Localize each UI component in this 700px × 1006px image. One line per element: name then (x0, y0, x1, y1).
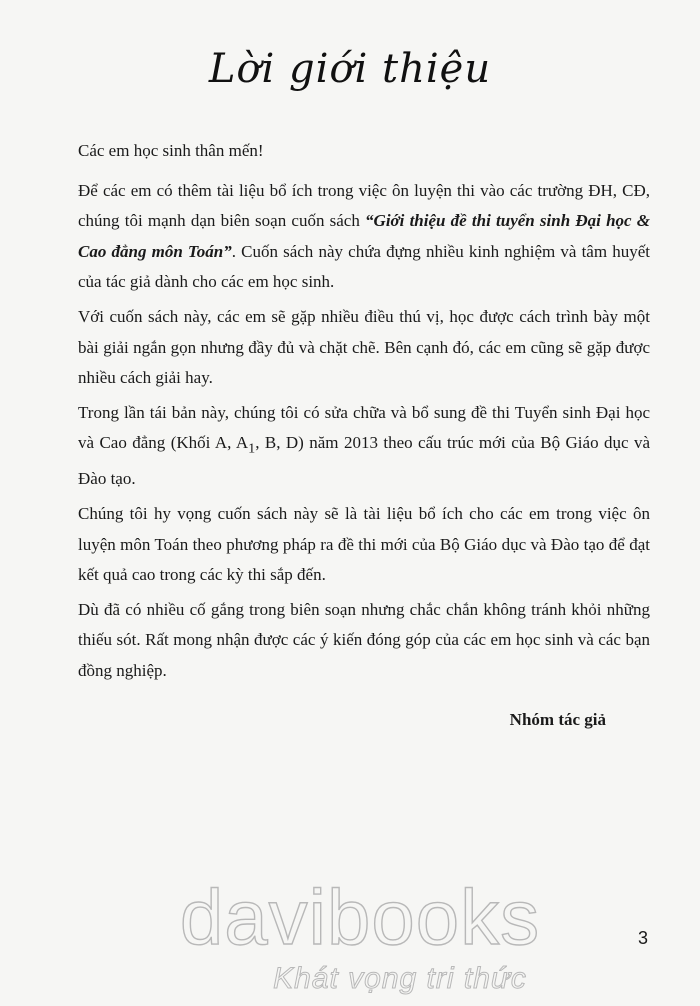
paragraph-1-text-b: . Cuốn sách này chứa đựng nhiều kinh nghiệm và tâm huyết của tác giả dành cho các em học sinh. (78, 241, 650, 292)
book-title: “Giới thiệu đề thi tuyển sinh Đại học & Cao đẳng môn Toán” (78, 211, 650, 261)
signature: Nhóm tác giả (509, 710, 606, 729)
paragraph-3 (78, 398, 650, 495)
page-title: Lời giới thiệu (208, 46, 492, 92)
paragraph-3-subscript: 1 (248, 440, 256, 457)
watermark-logo: davibooks (179, 873, 541, 961)
paragraph-4: Chúng tôi hy vọng cuốn sách này sẽ là tài liệu bổ ích cho các em trong việc ôn luyện môn Toán theo phương pháp ra đề thi mới của Bộ Giáo dục và Đào tạo để đạt kết quả cao trong các kỳ thi sắp đến. (78, 503, 650, 585)
paragraph-1 (78, 176, 650, 298)
paragraph-3-text-b: , B, D) năm 2013 theo cấu trúc mới của Bộ Giáo dục và Đào tạo. (78, 433, 650, 489)
paragraph-1-text-a: Để các em có thêm tài liệu bổ ích trong việc ôn luyện thi vào các trường ĐH, CĐ, chúng tôi mạnh dạn biên soạn cuốn sách (78, 180, 650, 231)
page-number: 3 (637, 928, 648, 948)
paragraph-3-text-a: Trong lần tái bản này, chúng tôi có sửa chữa và bổ sung đề thi Tuyển sinh Đại học và Cao đẳng (Khối A, A (78, 402, 650, 453)
greeting: Các em học sinh thân mến! (78, 141, 264, 160)
page-body (78, 136, 650, 690)
watermark-slogan: Khát vọng tri thức (273, 962, 527, 995)
paragraph-5: Dù đã có nhiều cố gắng trong biên soạn nhưng chắc chắn không tránh khỏi những thiếu sót. Rất mong nhận được các ý kiến đóng góp của các em học sinh và các bạn đồng nghiệp. (78, 599, 650, 680)
paragraph-2: Với cuốn sách này, các em sẽ gặp nhiều điều thú vị, học được cách trình bày một bài giải ngắn gọn nhưng đầy đủ và chặt chẽ. Bên cạnh đó, các em cũng sẽ gặp được nhiều cách giải hay. (78, 306, 650, 388)
